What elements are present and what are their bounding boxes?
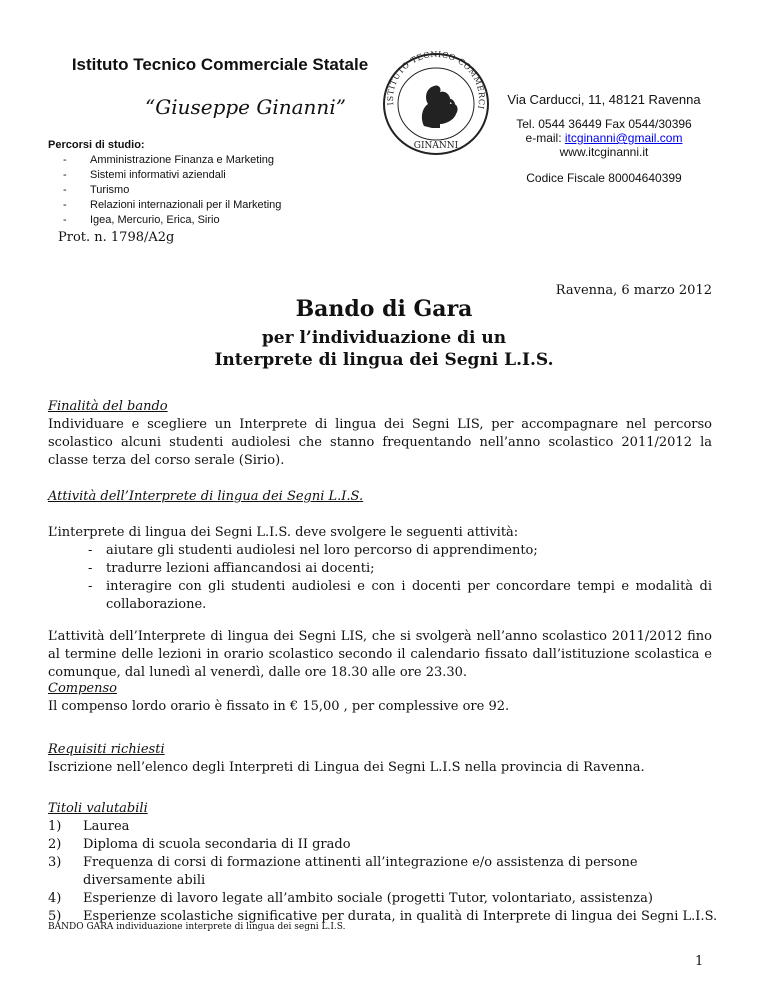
section-text: Individuare e scegliere un Interprete di lingua dei Segni LIS, per accompagnare nel percorso scolastico alcuni studenti audiolesi che stanno frequentando nell’anno scolastico 2011/2012 la classe terza del corso serale (Sirio). xyxy=(48,417,712,468)
item-text: Frequenza di corsi di formazione attinenti all’integrazione e/o assistenza di persone diversamente abili xyxy=(83,855,638,888)
section-text: Iscrizione nell’elenco degli Interpreti di Lingua dei Segni L.I.S nella provincia di Ravenna. xyxy=(48,760,645,775)
item-text: Diploma di scuola secondaria di II grado xyxy=(83,837,351,852)
school-motto: “Giuseppe Ginanni” xyxy=(145,95,346,119)
item-number: 1) xyxy=(48,819,62,834)
qualification-item xyxy=(48,890,728,908)
protocol-number: Prot. n. 1798/A2g xyxy=(58,230,175,245)
website[interactable]: www.itcginanni.it xyxy=(559,145,649,159)
contacts-block xyxy=(498,93,710,185)
section-purpose xyxy=(48,398,712,470)
qualification-item xyxy=(48,818,728,836)
curricula-label: Percorsi di studio: xyxy=(48,139,145,151)
activity-item: - aiutare gli studenti audiolesi nel loro percorso di apprendimento; xyxy=(48,542,712,560)
place-date: Ravenna, 6 marzo 2012 xyxy=(555,283,712,298)
activity-item: - interagire con gli studenti audiolesi e con i docenti per concordare tempi e modalità di collaborazione. xyxy=(48,578,712,614)
curricula-block xyxy=(48,138,281,228)
qualification-item xyxy=(48,836,728,854)
curriculum-item: - Sistemi informativi aziendali xyxy=(63,168,281,183)
curriculum-item: - Relazioni internazionali per il Marketing xyxy=(63,198,281,213)
section-intro: L’interprete di lingua dei Segni L.I.S. deve svolgere le seguenti attività: xyxy=(48,525,519,540)
item-number: 4) xyxy=(48,891,62,906)
item-text: Laurea xyxy=(83,819,130,834)
svg-text:GINANNI: GINANNI xyxy=(413,141,459,151)
item-number: 3) xyxy=(48,855,62,870)
email-line xyxy=(498,131,710,145)
section-heading: Titoli valutabili xyxy=(48,801,148,816)
item-number: 5) xyxy=(48,909,62,924)
page-footer: BANDO GARA individuazione interprete di lingua dei segni L.I.S. xyxy=(48,922,346,932)
doc-subtitle-1: per l’individuazione di un xyxy=(261,328,507,348)
curriculum-item: - Igea, Mercurio, Erica, Sirio xyxy=(63,213,281,228)
activity-item: - tradurre lezioni affiancandosi ai docenti; xyxy=(48,560,712,578)
svg-text:ISTITUTO TECNICO COMMERCIALE: ISTITUTO TECNICO COMMERCI xyxy=(385,49,487,111)
section-activities xyxy=(48,488,712,682)
section-heading: Finalità del bando xyxy=(48,399,168,414)
section-qualifications xyxy=(48,800,728,926)
doc-title: Bando di Gara xyxy=(295,296,473,322)
address: Via Carducci, 11, 48121 Ravenna xyxy=(507,92,701,107)
section-schedule: L’attività dell’Interprete di lingua dei Segni LIS, che si svolgerà nell’anno scolastico 2011/2012 fino al termine delle lezioni in orario scolastico secondo il calendario fissato dall’istituzione scolastica e comunque, dal lunedì al venerdì, dalle ore 18.30 alle ore 23.30. xyxy=(48,629,712,680)
item-number: 2) xyxy=(48,837,62,852)
section-fee xyxy=(48,680,712,716)
email-link[interactable]: itcginanni@gmail.com xyxy=(564,131,683,145)
curriculum-item: - Turismo xyxy=(63,183,281,198)
item-text: Esperienze scolastiche significative per durata, in qualità di Interprete di lingua dei Segni L.I.S. xyxy=(83,909,718,924)
section-heading: Compenso xyxy=(48,681,117,696)
section-text: Il compenso lordo orario è fissato in € 15,00 , per complessive ore 92. xyxy=(48,699,510,714)
page-number: 1 xyxy=(695,954,704,969)
school-logo xyxy=(380,48,492,160)
section-heading: Attività dell’Interprete di lingua dei Segni L.I.S. xyxy=(48,489,364,504)
item-text: Esperienze di lavoro legate all’ambito sociale (progetti Tutor, volontariato, assistenza) xyxy=(83,891,653,906)
phone: Tel. 0544 36449 Fax 0544/30396 xyxy=(516,117,692,131)
doc-subtitle-2: Interprete di lingua dei Segni L.I.S. xyxy=(214,350,554,370)
section-heading: Requisiti richiesti xyxy=(48,742,165,757)
school-name: Istituto Tecnico Commerciale Statale xyxy=(71,55,369,74)
section-requirements xyxy=(48,741,712,777)
email-label: e-mail: xyxy=(525,131,565,145)
fiscal-code: Codice Fiscale 80004640399 xyxy=(526,171,682,185)
curriculum-item: - Amministrazione Finanza e Marketing xyxy=(63,153,281,168)
qualification-item xyxy=(48,854,728,890)
